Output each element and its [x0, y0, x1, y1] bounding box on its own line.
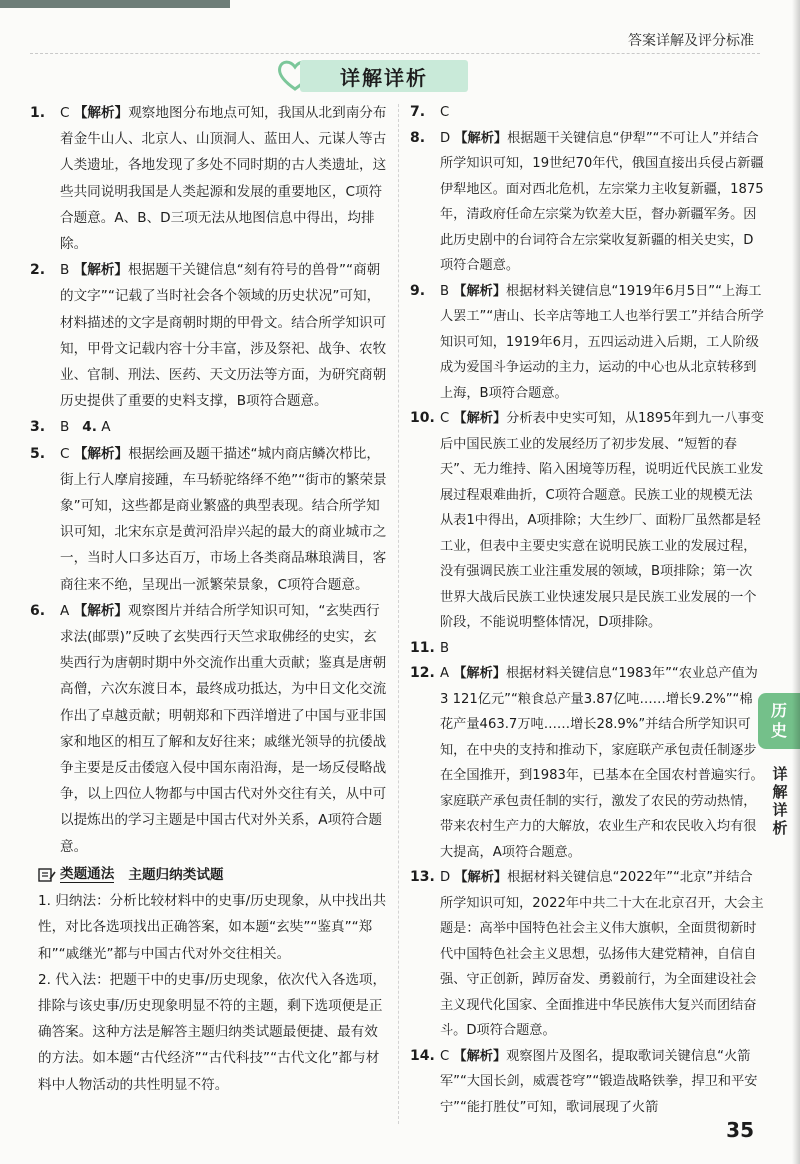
- method-tip-item: 1. 归纳法：分析比较材料中的史事/历史现象，从中找出共性，对比各选项找出正确答案，如本题“玄奘”“鉴真”“郑和”“戚继光”都与中国古代对外交往相关。: [38, 893, 387, 962]
- answer-letter: B: [60, 419, 70, 436]
- answer-item-1: [30, 100, 390, 257]
- answer-letter: B: [60, 262, 70, 279]
- question-number: 14.: [410, 1047, 435, 1064]
- answer-letter: A: [440, 666, 450, 681]
- section-title: 详解详析: [300, 60, 468, 92]
- answer-item-13: [410, 865, 765, 1044]
- analysis-tag: 【解析】: [73, 602, 129, 619]
- question-number: 10.: [410, 410, 435, 426]
- question-number: 9.: [410, 282, 426, 299]
- header-title: 答案详解及评分标准: [628, 33, 754, 49]
- subject-tab-line2: 史: [770, 721, 787, 740]
- analysis-tag: 【解析】: [73, 262, 129, 279]
- answer-letter: C: [60, 445, 70, 462]
- corner-bar: [0, 0, 230, 8]
- column-divider: [398, 104, 399, 1124]
- side-vertical-label: 详解详析: [772, 765, 788, 837]
- page-edge-shadow: [792, 0, 800, 1164]
- question-number: 7.: [410, 104, 426, 120]
- analysis-text: 根据绘画及题干描述“城内商店鳞次栉比，街上行人摩肩接踵，车马轿驼络绎不绝”“街市的繁荣景象”可知，这些都是商业繁盛的典型表现。结合所学知识可知，北宋东京是黄河沿岸兴起的最大的商业城市之一，当时人口多达百万，市场上各类商品琳琅满目，客商往来不绝，呈现出一派繁荣景象，C项符合题意。: [60, 445, 387, 593]
- method-tip-title: 主题归纳类试题: [128, 866, 224, 883]
- analysis-tag: 【解析】: [73, 445, 129, 462]
- answer-item-5: [30, 441, 390, 598]
- question-number: 5.: [30, 445, 46, 462]
- question-number: 12.: [410, 665, 435, 681]
- answer-item-8: [410, 126, 765, 279]
- analysis-tag: 【解析】: [453, 411, 507, 426]
- answer-letter-4: A: [101, 419, 111, 436]
- answer-letter: D: [440, 130, 451, 146]
- subject-tab-line1: 历: [770, 701, 787, 720]
- answer-letter: C: [440, 411, 450, 426]
- question-number: 6.: [30, 602, 46, 619]
- analysis-text: 根据材料关键信息“1919年6月5日”“上海工人罢工”“唐山、长辛店等地工人也举行罢工”并结合所学知识可知，1919年6月，五四运动进入后期，工人阶级成为爱国斗争运动的主力，运动的中心也从北京转移到上海，B项符合题意。: [440, 283, 764, 401]
- analysis-tag: 【解析】: [454, 130, 508, 146]
- answer-letter: B: [440, 283, 450, 299]
- answer-item-3-4: [30, 414, 390, 440]
- analysis-tag: 【解析】: [453, 283, 507, 299]
- tip-book-icon: [38, 867, 56, 883]
- question-number: 13.: [410, 869, 435, 885]
- analysis-text: 观察图片及图名，提取歌词关键信息“火箭军”“大国长剑，威震苍穹”“锻造战略铁拳，捍卫和平安宁”“能打胜仗”可知，歌词展现了火箭: [440, 1048, 758, 1115]
- analysis-text: 分析表中史实可知，从1895年到九一八事变后中国民族工业的发展经历了初步发展、“短暂的春天”、无力维持、陷入困境等历程，说明近代民族工业发展过程艰难曲折，C项符合题意。民族工业的规模无法从表1中得出，A项排除；大生纱厂、面粉厂虽然都是轻工业，但表中主要史实意在说明民族工业的发展过程，没有强调民族工业注重发展的领域，B项排除；第一次世界大战后民族工业快速发展只是民族工业发展的一个阶段，不能说明整体情况，D项排除。: [440, 411, 764, 630]
- header-divider: [30, 53, 760, 54]
- answer-item-10: [410, 406, 765, 636]
- analysis-text: 观察地图分布地点可知，我国从北到南分布着金牛山人、北京人、山顶洞人、蓝田人、元谋人等古人类遗址，各地发现了多处不同时期的古人类遗址，这些共同说明我国是人类起源和发展的重要地区，C项符合题意。A、B、D三项无法从地图信息中得出，均排除。: [60, 105, 387, 253]
- question-number: 2.: [30, 262, 46, 279]
- analysis-text: 根据题干关键信息“刻有符号的兽骨”“商朝的文字”“记载了当时社会各个领域的历史状况”可知，材料描述的文字是商朝时期的甲骨文。结合所学知识可知，甲骨文记载内容十分丰富，涉及祭祀、战争、农牧业、官制、刑法、医药、天文历法等方面，为研究商朝历史提供了重要的史料支撑，B项符合题意。: [60, 262, 387, 410]
- answer-letter: C: [60, 105, 70, 121]
- answer-item-7: [410, 100, 765, 126]
- answer-item-12: [410, 661, 765, 865]
- method-tip-header: [30, 862, 390, 888]
- page-number: 35: [726, 1118, 754, 1142]
- analysis-text: 根据材料关键信息“2022年”“北京”并结合所学知识可知，2022年中共二十大在北京召开，大会主题是：高举中国特色社会主义伟大旗帜，全面贯彻新时代中国特色社会主义思想，弘扬伟大建党精神，自信自强、守正创新，踔厉奋发、勇毅前行，为全面建设社会主义现代化国家、全面推进中华民族伟大复兴而团结奋斗。D项符合题意。: [440, 870, 764, 1038]
- analysis-tag: 【解析】: [453, 1048, 507, 1064]
- answer-letter: C: [440, 1048, 450, 1064]
- question-number: 3.: [30, 419, 46, 436]
- right-column: [410, 100, 765, 1120]
- analysis-text: 根据题干关键信息“伊犁”“不可让人”并结合所学知识可知，19世纪70年代，俄国直接出兵侵占新疆伊犁地区。面对西北危机，左宗棠力主收复新疆，1875年，清政府任命左宗棠为钦差大臣，督办新疆军务。因此历史剧中的台词符合左宗棠收复新疆的相关史实，D项符合题意。: [440, 130, 764, 273]
- answer-item-14: [410, 1044, 765, 1121]
- question-number: 1.: [30, 105, 46, 121]
- analysis-text: 根据材料关键信息“1983年”“农业总产值为3 121亿元”“粮食总产量3.87亿吨……增长9.2%”“棉花产量463.7万吨……增长28.9%”并结合所学知识可知，在中央的支持和推动下，家庭联产承包责任制逐步在全国推开，到1983年，已基本在全国农村普遍实行。家庭联产承包责任制的实行，激发了农民的劳动热情，带来农村生产力的大解放，农业生产和农民收入均有很大提高，A项符合题意。: [440, 666, 764, 860]
- left-column: [30, 100, 390, 1098]
- answer-item-2: [30, 257, 390, 414]
- analysis-tag: 【解析】: [453, 666, 506, 681]
- method-tip-item: 2. 代入法：把题干中的史事/历史现象，依次代入各选项，排除与该史事/历史现象明显不符的主题，剩下选项便是正确答案。这种方法是解答主题归纳类试题最便捷、最有效的方法。如本题“古代经济”“古代科技”“古代文化”都与材料中人物活动的共性明显不符。: [38, 971, 387, 1093]
- question-number-4: 4.: [82, 419, 97, 436]
- analysis-text: 观察图片并结合所学知识可知，“玄奘西行求法(邮票)”反映了玄奘西行天竺求取佛经的史实，玄奘西行为唐朝时期中外交流作出重大贡献；鉴真是唐朝高僧，六次东渡日本，最终成功抵达，为中日文化交流作出了卓越贡献；明朝郑和下西洋增进了中国与亚非国家和地区的相互了解和友好往来；戚继光领导的抗倭战争主要是反击倭寇入侵中国东南沿海，是一场反侵略战争，以上四位人物都与中国古代对外交往有关，从中可以提炼出的学习主题是中国古代对外关系，A项符合题意。: [60, 602, 387, 855]
- answer-letter: A: [60, 602, 70, 619]
- answer-letter: B: [440, 640, 450, 656]
- answer-item-11: [410, 636, 765, 662]
- answer-letter: C: [440, 105, 450, 120]
- answer-item-6: [30, 598, 390, 860]
- question-number: 8.: [410, 129, 426, 146]
- question-number: 11.: [410, 639, 435, 656]
- method-tip-body: [30, 888, 390, 1098]
- answer-letter: D: [440, 870, 451, 885]
- method-tip-label: 类题通法: [60, 866, 115, 883]
- analysis-tag: 【解析】: [73, 105, 129, 121]
- answer-item-9: [410, 279, 765, 407]
- analysis-tag: 【解析】: [454, 870, 508, 885]
